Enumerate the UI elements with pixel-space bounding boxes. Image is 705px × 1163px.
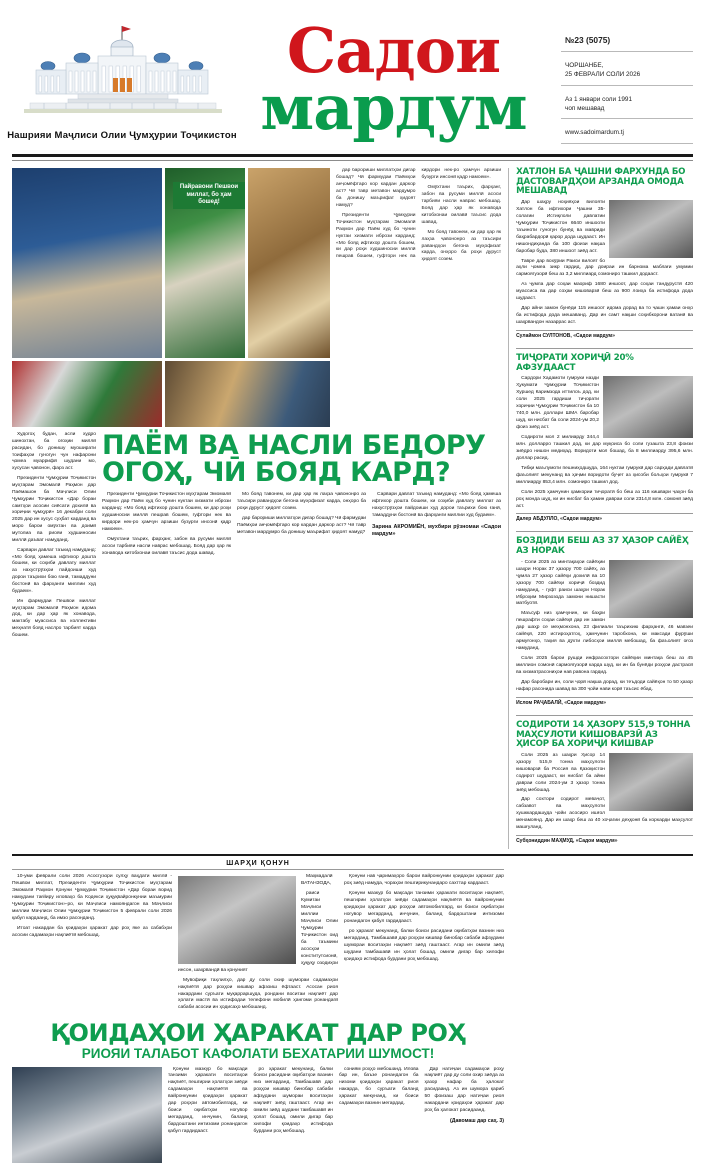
sidebar-paragraph: Тибқи маълумоти пешниҳодшуда, 164 нуктаи гумрукӣ дар сарҳади давлатӣ фаъолият мекунанд ва ҳаҷми воридоти буҷет аз ҳисоби бољҳои гумрукӣ 7 миллиарду 853,4 млн. сомониро ташкил дод.	[516, 465, 693, 485]
law-body-paragraph: сониям роҳҳо мебошанд. Илова бар ин, баъзе ронандагон ба низоми қоидаҳои ҳаракат риоя накарда, бо суръати баланд ҳаракат мекунанд, ки боиси садамаҳои вазнин мегардад.	[339, 1066, 419, 1107]
lead-secondary-paragraph: дар барориши миллатҳои дигар бошад? Чӣ фармудаи Паёмҳои анҷомёфтаро кор кардан даркор аст? Чӣ тавр метавон мардумро ба донишу маърифат ҳидоят намуд?	[237, 515, 367, 535]
logo-line-2: мардум	[260, 71, 527, 145]
sidebar-paragraph: Соли 2025 аз шаҳри Ҳисор 14 ҳазору 515,9 тонна маҳсулоти кишоварзӣ ба Россия ва Қазоқистон содирот шудааст, ки нисбат ба айни давраи соли 2024-ум 3 ҳазор тонна зиёд мебошад.	[516, 752, 605, 793]
lead-intro-paragraph: Сарвари давлат таъкид намуданд: «Мо бояд ҳамеша ифтихор дошта бошем, ки соҳиби давлату миллат аз нахустрӯзҳои пайдоиши худ дорои таърихи бою ғанӣ, тамаддуни бостонӣ ва фарҳанги миллии худ будаем».	[12, 547, 96, 594]
sidebar-text	[516, 376, 693, 510]
sidebar-paragraph: Дар шаҳру ноҳияҳои вилояти Хатлон ба ифтихори Ҷашни 35-солагии Истиқлоли давлатии Ҷумҳурии Тоҷикистон 6640 иншооти таъиноти гуногун бунёд ва мавриди баҳрабардорӣ қарор дода шудааст. Ин нишондиҳанда ба 100 фоизи нақша баробар буда, 380 иншоот зиёд аст.	[516, 199, 605, 254]
issue-date	[561, 61, 693, 86]
law-expert-paragraph: Мувофиқи таҳлилҳо, дар ду соли охир шумораи садамаҳои нақлиётӣ дар роҳҳои кишвар афзоиш ёфтааст. Асосан риоя накардани суръати муқарраршуда, рондани воситаи нақлиёт дар ҳолати мастӣ ва истифодаи телефони мобилӣ ҳангоми ронандагӣ сабаби асосии ин ҳодисаҳо мебошанд.	[178, 977, 338, 1011]
lead-headline-row	[12, 432, 501, 643]
masthead	[7, 0, 693, 150]
lead-photos	[12, 168, 330, 427]
sidebar-paragraph: Содироти мол 2 милиарду 344,4 млн. долларро ташкил дод, ки дар муқоиса бо соли гузашта 23,8 фоизи зиёдро нишон медиҳад. Воридоти мол бошад, ба 8 миллиарду 395,6 млн. доллар расид.	[516, 434, 693, 461]
main-column	[12, 168, 501, 849]
law-body-col-3	[339, 1067, 419, 1163]
sidebar-text	[516, 753, 693, 832]
law-expert-name: Маҳмадалӣ ВАТАНЗОДА,	[301, 874, 333, 887]
lead-paragraph: Мо бояд тавонем, ки дар ҳар як лаҳза ҷавононро аз таъсири равандҳои бегона муҳофизат карда, онҳоро ба роҳи дуруст ҳидоят созем.	[421, 229, 502, 263]
issue-number: №23 (5075)	[561, 34, 693, 52]
law-commentary-section	[12, 854, 693, 1162]
lead-secondary-col-1	[102, 492, 231, 561]
law-body-col-4	[425, 1067, 505, 1163]
lead-secondary-col-3	[372, 492, 501, 561]
law-expert-paragraph: Қонуни нав ҷаримаҳоро барои вайронкунии қоидаҳои ҳаракат дар роҳ зиёд намуда, чораҳои пешгирикунандаро сахттар кардааст.	[344, 874, 504, 887]
law-intro-paragraph: Итоат накардан ба қоидаҳои ҳаракат дар роҳ яке аз сабабҳои асосии садамаҳои нақлиётӣ мебошад.	[12, 925, 172, 938]
issue-date-full: 25 ФЕВРАЛИ СОЛИ 2026	[565, 71, 641, 79]
sidebar-paragraph: Сардори Хадамоти гумруки назди Ҳукумати Ҷумҳурии Тоҷикистон Хуршед Каримзода иттилоъ дод, ки соли 2025 гардиши тиҷорати хориҷии Ҷумҳурии Тоҷикистон ба 10 740,0 млн. доллари ШМА баробар шуд, ки нисбат ба соли 2024-ум 20,2 фоиз зиёд аст.	[516, 376, 599, 430]
law-intro-row	[12, 874, 504, 1015]
sidebar-paragraph: Аз ҷумла дар соҳаи маориф 1680 иншоот, дар соҳаи тандурустӣ 420 муассиса ва дар соҳаи кишоварзӣ беш аз 900 лоиҳа ба истифода дода шудааст.	[516, 282, 693, 302]
sidebar-paragraph: Дар баробари ин, соли ҷорӣ нақша дорад, ки теъдоди сайёҳон то 50 ҳазор нафар расонида шавад ва 300 ҷойи нави корӣ таъсис ёбад.	[516, 679, 693, 692]
logo-line-1: Садои	[286, 14, 501, 87]
lead-secondary-paragraph: Президенти Ҷумҳурии Тоҷикистон муҳтарам Эмомалӣ Раҳмон дар Паём худ бо чунин нуктаи хизмати ибрози карданд: «Мо бояд ифтихор дошта бошем, ки дар роҳи худшиносии миллӣ пешрав бошем, гуфтори нек ва кирдори нек-ро ҳамчун арзиши бузурги инсонӣ қадр намоем».	[102, 492, 232, 532]
founded-note	[561, 95, 693, 120]
law-headline[interactable]: ҚОИДАҲОИ ҲАРАКАТ ДАР РОҲ	[50, 1019, 466, 1048]
law-expert-col	[178, 874, 338, 1015]
parliament-building-icon	[20, 22, 225, 122]
masthead-logo	[226, 14, 561, 145]
content-area	[12, 168, 693, 849]
lead-secondary-text	[102, 492, 501, 561]
sidebar-headline[interactable]: ХАТЛОН БА ҶАШНИ ФАРХУНДА БО ДАСТОВАРДҲОИ АРЗАНДА ОМОДА МЕШАВАД	[516, 167, 686, 197]
lead-intro-paragraph: Президенти Ҷумҳурии Тоҷикистон муҳтарам Эмомалӣ Раҳмон дар Паёмашон ба Маҷлиси Олии Ҷумҳурии Тоҷикистон «Дар бораи самтҳои асосии сиёсати дохилӣ ва хориҷии ҷумҳурӣ» 16 декабри соли 2025 дар ин хусус суҳбат карданд ва моро барои омӯхтан ва доимӣ мутолиа ва риояи худшиносии миллӣ даъват намуданд.	[12, 476, 96, 543]
sidebar-paragraph: - Соли 2025 аз минтақаҳои сайёҳии шаҳри Норак 37 ҳазору 700 сайёҳ, аз ҷумла 27 ҳазор сайёҳи дохилӣ ва 10 ҳазору 700 сайёҳи хориҷӣ боздид намуданд, - гуфт раиси шаҳри Норак Иброҳим Мирзозода замони нишасти матбуотӣ.	[516, 559, 605, 607]
law-expert-paragraph: ро ҳаракат мекунанд, балки боиси расидани оқибатҳои вазнин низ мегарданд. Тамбашавӣ дар роҳҳои кишвар бинобар сабаби афзудани шумораи воситаҳои нақлиёт зиёд гаштааст. Агар ин омили зиёд шудани тамбашавӣ ин ҳолат бошад, омили дигар бар хилофи қоидаҳо истифода бурдани роҳ мебошад.	[344, 928, 504, 962]
sidebar-paragraph: Маъсуф низ ҳамчунин, ки баҳри пешрафти соҳаи сайёҳӣ дар ин замон дар шаҳр се меҳмонхона, 23 филиали таърихию фарҳангӣ, 46 мавзеи сайёҳӣ, 220 истироҳатгоҳ, ҳамчунин таробхона, ки максади фурӯши армуғонҳо, таҳия ва дӯхти либосҳои миллӣ мебошад, ба фаъолият оғоз намуданд.	[516, 611, 693, 652]
sidebar-byline: Ислом РАҶАБАЛӢ, «Садои мардум»	[516, 697, 693, 706]
sidebar-byline: Субҳониддин МАҲМУД, «Садои мардум»	[516, 835, 693, 844]
photo-heritage-gate	[248, 168, 330, 358]
website-link[interactable]: www.sadoimardum.tj	[561, 128, 693, 143]
sidebar-byline: Далер АБДУЛЛО, «Садои мардум»	[516, 513, 693, 522]
law-expert-col-2	[344, 874, 504, 1015]
lead-intro-paragraph: Ин фармудаи Пешвои миллат муҳтарам Эмомалӣ Раҳмон идома дод, ки дар ҳар як хонавода, мактабу муассиса ва коллективи меҳнатӣ бояд наслро тарбият карда бошем.	[12, 598, 96, 639]
lead-body-text	[336, 168, 501, 427]
photo-historic-site	[165, 361, 330, 427]
masthead-info	[561, 22, 693, 153]
law-expert-paragraph: Қонуни мазкур бо мақсади танзими ҳаракати воситаҳои нақлиёт, пешгирии ҳолатҳои зиёди садамаҳои нақлиётӣ ва вайронкунии қоидаҳои ҳаракат дар роҳҳои автомобилгард, ки боиси оқибатҳои ногувор мегарданд, инчунин, баланд бардоштани интизоми ронандагон қабул гардидааст.	[344, 891, 504, 924]
lead-secondary-paragraph: Мо бояд тавонем, ки дар ҳар як лаҳза ҷавононро аз таъсири равандҳои бегона муҳофизат карда, онҳоро ба роҳи дуруст ҳидоят созем.	[237, 492, 367, 511]
lead-secondary-paragraph: Омӯхтани таърих, фарҳанг, забон ва русуми миллӣ асоси тарбияи насли наврас мебошад. Бояд дар ҳар як хонавода китобхонаи оилавӣ таъсис дода шавад.	[102, 536, 232, 556]
lead-paragraph: дар барориши миллатҳои дигар бошад? Чӣ фармудаи Паёмҳои анҷомёфтаро кор кардан даркор аст? Чӣ тавр метавон мардумро ба донишу маърифат ҳидоят намуд?	[336, 168, 416, 208]
law-intro-col-1	[12, 874, 172, 1015]
law-body-col-2	[254, 1067, 334, 1163]
law-expert-title: раиси Кумитаи Маҷлиси миллии Маҷлиси Олии Ҷумҳурии Тоҷикистон оид ба таъмини асосҳои конститутсионӣ, ҳуқуқу озодиҳои инсон, шаҳрвандӣ ва қонуният	[178, 891, 338, 973]
lead-story-top	[12, 168, 501, 427]
lead-intro-column	[12, 432, 96, 643]
continuation-note[interactable]: (Давомаш дар саҳ. 3)	[450, 1118, 504, 1125]
law-intro-paragraph: 10-уми феврали соли 2026 Асосгузори сулҳу ваҳдати миллӣ - Пешвои миллат, Президенти Ҷумҳурии Тоҷикистон муҳтарам Эмомалӣ Раҳмон Қонуни Ҷумҳурии Тоҷикистон «Дар бораи ворид намудани тағйиру иловаҳо ба Кодекси ҳуқуқвайронкунии маъмурии Ҷумҳурии Тоҷикистон»-ро, ки Маҷлиси намояндагон ва Маҷлиси миллии Маҷлиси Олии Ҷумҳурии Тоҷикистон 5 феврали соли 2026 қабул кардаанд, ба имзо расонданд.	[12, 874, 172, 921]
publisher-line: Нашрияи Маҷлиси Олии Ҷумҳурии Тоҷикистон	[7, 130, 237, 141]
sidebar-headline[interactable]: ТИҶОРАТИ ХОРИҶӢ 20% АФЗУДААСТ	[516, 353, 634, 373]
sidebar-paragraph: Тавре дар вохӯрии Раиси вилоят бо аҳли ҷомеа зикр гардид, дар доираи ин барнома маблағи умумии сармоягузорӣ беш аз 3,2 миллиард сомониро ташкил додааст.	[516, 258, 693, 278]
photo-president-speech	[12, 168, 162, 358]
law-body-text	[168, 1067, 504, 1163]
law-body-paragraph: ро ҳаракат мекунанд, балки боиси расидани оқибатҳои вазнин низ мегарданд. Тамбашавӣ дар роҳҳои кишвар бинобар сабаби афзудани шумораи воситаҳои нақлиёт зиёд гаштааст. Агар ин омили зиёд шудани тамбашавӣ ин ҳолат бошад, омили дигар бар хилофи қоидаҳо истифода бурдани роҳ мебошад.	[253, 1066, 333, 1135]
sidebar-divider	[516, 348, 693, 349]
press-conference-photo	[603, 376, 693, 438]
lead-paragraph: Омӯхтани таърих, фарҳанг, забон ва русуми миллӣ асоси тарбияи насли наврас мебошад. Бояд дар ҳар як хонавода китобхонаи оилавӣ таъсис дода шавад.	[421, 184, 502, 225]
section-banner-law: ШАРҲИ ҚОНУН	[12, 860, 504, 870]
sidebar-column	[508, 168, 693, 849]
photo-banner-label: Пайравони Пешвои миллат, бо ҳам бошед!	[173, 182, 245, 209]
lead-byline: Зарина АКРОМИЁН, мухбири рӯзномаи «Садои мардум»	[372, 523, 502, 538]
sidebar-article-norak	[516, 537, 693, 710]
photo-crowd-flags	[12, 361, 162, 427]
lead-secondary-col-2	[237, 492, 366, 561]
sidebar-paragraph: Соли 2025 ҳамчунин ҳамкории тиҷоратӣ бо беш аз 116 кишвари ҷаҳон ба роҳ монда шуд, ки ин нисбат ба ҳамин давраи соли 2314,8 млн. сомонӣ зиёд аст.	[516, 489, 693, 509]
lead-secondary-paragraph: Сарвари давлат таъкид намуданд: «Мо бояд ҳамеша ифтихор дошта бошем, ки соҳиби давлату миллат аз нахустрӯзҳои пайдоиши худ дорои таърихи бою ғанӣ, тамаддуни бостонӣ ва фарҳанги миллии худ будаем».	[372, 492, 502, 518]
lead-headline-block	[102, 432, 501, 643]
sidebar-byline: Сулаймон СУЛТОНОВ, «Садои мардум»	[516, 330, 693, 339]
masthead-left	[7, 22, 237, 141]
sidebar-headline[interactable]: СОДИРОТИ 14 ҲАЗОРУ 515,9 ТОННА МАҲСУЛОТИ КИШОВАРЗӢ АЗ ҲИСОР БА ХОРИҶИ КИШВАР	[516, 719, 691, 750]
lead-headline[interactable]: ПАЁМ ВА НАСЛИ БЕДОРУ ОГОҲ, ЧӢ БОЯД КАРД?	[102, 430, 486, 488]
law-section-main	[12, 860, 504, 1162]
sidebar-text	[516, 200, 693, 327]
lead-paragraph: Президенти Ҷумҳурии Тоҷикистон муҳтарам Эмомалӣ Раҳмон дар Паём худ бо чунин нуктаи хизмати ибрози карданд: «Мо бояд ифтихор дошта бошем, ки дар роҳи худшиносии миллӣ пешрав бошем, гуфтори нек ва кирдори нек-ро ҳамчун арзиши бузурги инсонӣ қадр намоем».	[336, 168, 502, 260]
sidebar-text	[516, 560, 693, 694]
law-subheadline: РИОЯИ ТАЛАБОТ КАФОЛАТИ БЕХАТАРИИ ШУМОСТ!	[81, 1046, 435, 1062]
law-body-paragraph: Дар натиҷаи садамаҳои роҳу нақлиёт дар ду соли охир зиёда аз ҳазор нафар ба ҳалокат расидаанд. Аз ин шумора қариб 50 фоизаш дар натиҷаи риоя накардани қоидаҳои ҳаракат дар роҳ ба ҳалокат расидаанд.	[424, 1066, 504, 1114]
sidebar-paragraph: Дар айни замон бунёди 115 иншоот идома дорад ва то ҷашн ҳамаи онҳо ба истифода дода мешаванд. Дар ин самт нақши соҳибкорони ватанӣ ва шаҳрвандон назаррас аст.	[516, 306, 693, 326]
district-head-photo	[609, 753, 693, 811]
official-portrait-photo	[609, 200, 693, 258]
highway-traffic-photo	[12, 1067, 162, 1163]
law-body-row	[12, 1067, 504, 1163]
founded-line-2: чоп мешавад	[565, 105, 605, 113]
founded-line-1: Аз 1 январи соли 1991	[565, 95, 633, 103]
sidebar-headline[interactable]: БОЗДИДИ БЕШ АЗ 37 ҲАЗОР САЙЁҲ АЗ НОРАК	[516, 536, 689, 557]
sidebar-paragraph: Дар сохтори содирот меваҷот, сабзавот ва маҳсулоти хушккардашуда ҷойи асосиро ишғол менамоянд. Дар ин шаҳр беш аз 40 хоҷагии деҳқонӣ ба коркарди маҳсулот машғуланд.	[516, 797, 693, 831]
sidebar-divider	[516, 531, 693, 532]
sidebar-article-trade	[516, 354, 693, 527]
issue-weekday: ЧОРШАНБЕ,	[565, 62, 604, 70]
masthead-divider	[12, 154, 693, 157]
law-body-col-1	[168, 1067, 248, 1163]
masthead-divider-thin	[12, 160, 693, 161]
photo-strip-top	[12, 168, 330, 358]
sidebar-article-khatlon	[516, 168, 693, 344]
sidebar-divider	[516, 715, 693, 716]
sidebar-article-hisor	[516, 721, 693, 849]
expert-portrait-photo	[178, 876, 296, 964]
law-body-paragraph: Қонуни мазкур бо мақсади танзими ҳаракати воситаҳои нақлиёт, пешгирии ҳолатҳои зиёди садамаҳои нақлиётӣ ва вайронкунии қоидаҳои ҳаракат дар роҳҳои автомобилгард, ки боиси оқибатҳои ногувор мегарданд, инчунин, баланд бардоштани интизоми ронандагон қабул гардидааст.	[168, 1066, 248, 1135]
city-mayor-photo	[609, 560, 693, 618]
photo-strip-bottom	[12, 361, 330, 427]
sidebar-paragraph: Соли 2025 барои рушди инфрасохтори сайёҳии минтақа беш аз 45 миллион сомонӣ сармоягузорӣ карда шуд, ки ин ба бунёди роҳҳои дастрасӣ ва хизматрасониҳои нав равона гардид.	[516, 656, 693, 676]
lead-intro-paragraph: Худогоҳ будан, асли худро шинохтан, ба огоҳии миллӣ расидан, бо донишу муоширати тоифаҳои гуногун чун нафарони ҷомеа муаррифӣ шудани мо, хусусан ҷавонон, фарз аст.	[12, 432, 96, 472]
photo-monument	[165, 168, 245, 358]
